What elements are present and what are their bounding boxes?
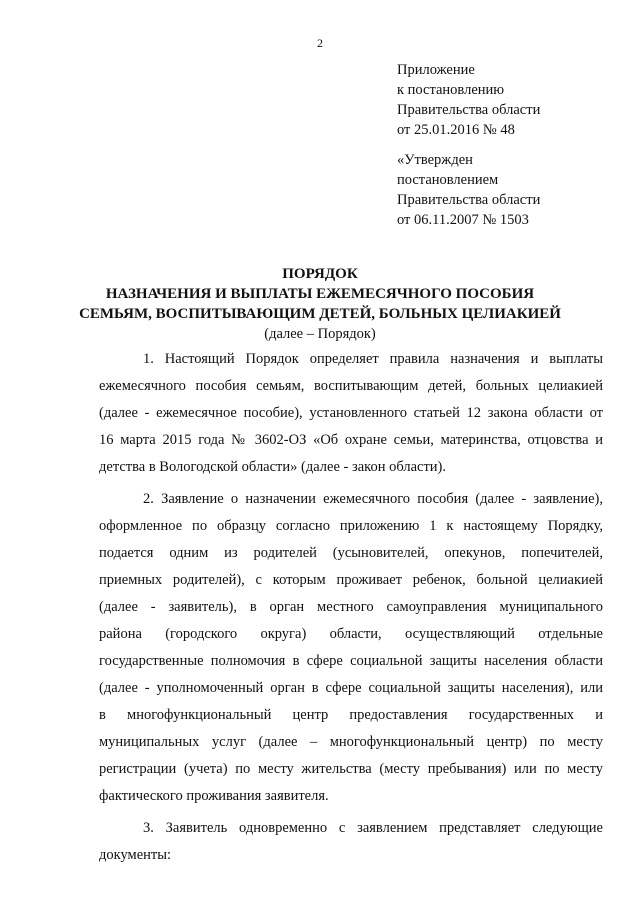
attachment-note [397,60,540,140]
title-line: ПОРЯДОК [282,266,358,282]
document-title [0,264,640,344]
document-body [99,346,603,874]
paragraph-line: в многофункциональный центр предоставления государственных и [99,707,603,723]
attachment-line: Правительства области [397,102,541,118]
paragraph-line: ежемесячного пособия семьям, воспитывающим детей, больных целиакией [99,378,603,394]
paragraph-line: (далее - заявитель), в орган местного самоуправления муниципального [99,599,603,615]
paragraph-line: фактического проживания заявителя. [99,788,329,804]
approved-note [397,150,540,230]
attachment-line: от 25.01.2016 № 48 [397,122,515,138]
attachment-line: Приложение [397,62,475,78]
paragraph-2 [99,486,603,810]
paragraph-line: оформленное по образцу согласно приложению 1 к настоящему Порядку, [99,518,603,534]
paragraph-line: государственные полномочия в сфере социальной защиты населения области [99,653,603,669]
paragraph-line: регистрации (учета) по месту жительства (месту пребывания) или по месту [99,761,603,777]
paragraph-line: 2. Заявление о назначении ежемесячного пособия (далее - заявление), [143,491,603,507]
approved-line: Правительства области [397,192,541,208]
attachment-line: к постановлению [397,82,505,98]
paragraph-line: 1. Настоящий Порядок определяет правила назначения и выплаты [143,351,603,367]
paragraph-line: приемных родителей), с которым проживает ребенок, больной целиакией [99,572,603,588]
title-line: НАЗНАЧЕНИЯ И ВЫПЛАТЫ ЕЖЕМЕСЯЧНОГО ПОСОБИЯ [105,286,535,302]
paragraph-line: района (городского округа) области, осуществляющий отдельные [99,626,603,642]
approved-line: «Утвержден [397,152,473,168]
paragraph-line: 3. Заявитель одновременно с заявлением представляет следующие [143,820,603,836]
page-number: 2 [317,36,323,50]
approved-line: от 06.11.2007 № 1503 [397,212,529,228]
paragraph-line: (далее - уполномоченный орган в сфере социальной защиты населения), или [99,680,603,696]
paragraph-line: муниципальных услуг (далее – многофункциональный центр) по месту [99,734,603,750]
paragraph-line: документы: [99,847,172,863]
paragraph-1 [99,346,603,481]
approved-line: постановлением [397,172,499,188]
title-line: СЕМЬЯМ, ВОСПИТЫВАЮЩИМ ДЕТЕЙ, БОЛЬНЫХ ЦЕЛИАКИЕЙ [79,306,561,322]
paragraph-line: подается одним из родителей (усыновителей, опекунов, попечителей, [99,545,603,561]
paragraph-line: 16 марта 2015 года № 3602-ОЗ «Об охране семьи, материнства, отцовства и [99,432,603,448]
paragraph-3 [99,815,603,869]
paragraph-line: детства в Вологодской области» (далее - закон области). [99,459,447,475]
title-subtitle: (далее – Порядок) [264,326,376,342]
paragraph-line: (далее - ежемесячное пособие), установленного статьей 12 закона области от [99,405,603,421]
